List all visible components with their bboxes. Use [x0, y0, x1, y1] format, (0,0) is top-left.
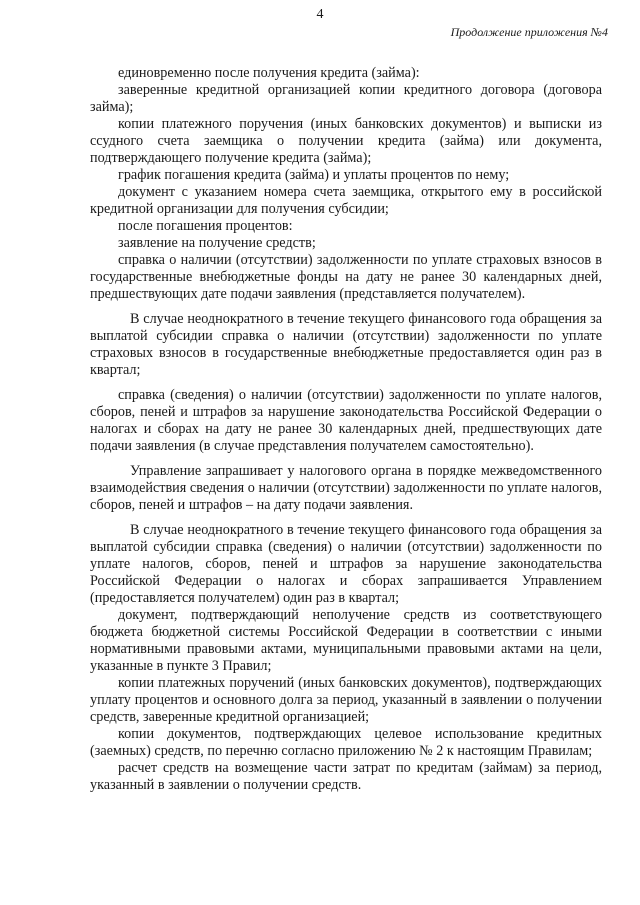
paragraph: справка о наличии (отсутствии) задолженности по уплате страховых взносов в государственные внебюджетные фонды на дату не ранее 30 календарных дней, предшествующих дате подачи заявления (представляется получателем).: [90, 252, 602, 302]
paragraph: документ с указанием номера счета заемщика, открытого ему в российской кредитной организации для получения субсидии;: [90, 184, 602, 217]
paragraph: документ, подтверждающий неполучение средств из соответствующего бюджета бюджетной системы Российской Федерации в соответствии с иными нормативными правовыми актами, муниципальными правовыми актами на цели, указанные в пункте 3 Правил;: [90, 607, 602, 674]
paragraph: копии платежных поручений (иных банковских документов), подтверждающих уплату процентов и основного долга за период, указанный в заявлении о получении средств, заверенные кредитной организацией;: [90, 675, 602, 725]
paragraph: после погашения процентов:: [118, 218, 293, 234]
paragraph: Управление запрашивает у налогового органа в порядке межведомственного взаимодействия сведения о наличии (отсутствии) задолженности по уплате налогов, сборов, пеней и штрафов – на дату подачи заявления.: [90, 463, 602, 513]
paragraph: расчет средств на возмещение части затрат по кредитам (займам) за период, указанный в заявлении о получении средств.: [90, 760, 602, 793]
paragraph: заверенные кредитной организацией копии кредитного договора (договора займа);: [90, 82, 602, 115]
paragraph: В случае неоднократного в течение текущего финансового года обращения за выплатой субсидии справка (сведения) о наличии (отсутствии) задолженности по уплате налогов, сборов, пеней и штрафов за нарушение законодательства Российской Федерации о налогах и сборах запрашивается Управлением (предоставляется получателем) один раз в квартал;: [90, 522, 602, 606]
paragraph: единовременно после получения кредита (займа):: [118, 65, 420, 81]
paragraph: график погашения кредита (займа) и уплаты процентов по нему;: [118, 167, 510, 183]
paragraph: справка (сведения) о наличии (отсутствии) задолженности по уплате налогов, сборов, пеней и штрафов за нарушение законодательства Российской Федерации о налогах и сборах на дату не ранее 30 календарных дней, предшествующих дате подачи заявления (в случае представления получателем самостоятельно).: [90, 387, 602, 454]
appendix-continuation-note: Продолжение приложения №4: [450, 25, 608, 39]
paragraph: копии документов, подтверждающих целевое использование кредитных (заемных) средств, по перечню согласно приложению № 2 к настоящим Правилам;: [90, 726, 602, 759]
paragraph: В случае неоднократного в течение текущего финансового года обращения за выплатой субсидии справка о наличии (отсутствии) задолженности по уплате страховых взносов в государственные внебюджетные предоставляется один раз в квартал;: [90, 311, 602, 378]
paragraph: заявление на получение средств;: [118, 235, 316, 251]
document-body: [90, 65, 602, 794]
page-number: 4: [316, 7, 324, 22]
paragraph: копии платежного поручения (иных банковских документов) и выписки из ссудного счета заемщика о получении кредита (займа) или документа, подтверждающего получение кредита (займа);: [90, 116, 602, 166]
